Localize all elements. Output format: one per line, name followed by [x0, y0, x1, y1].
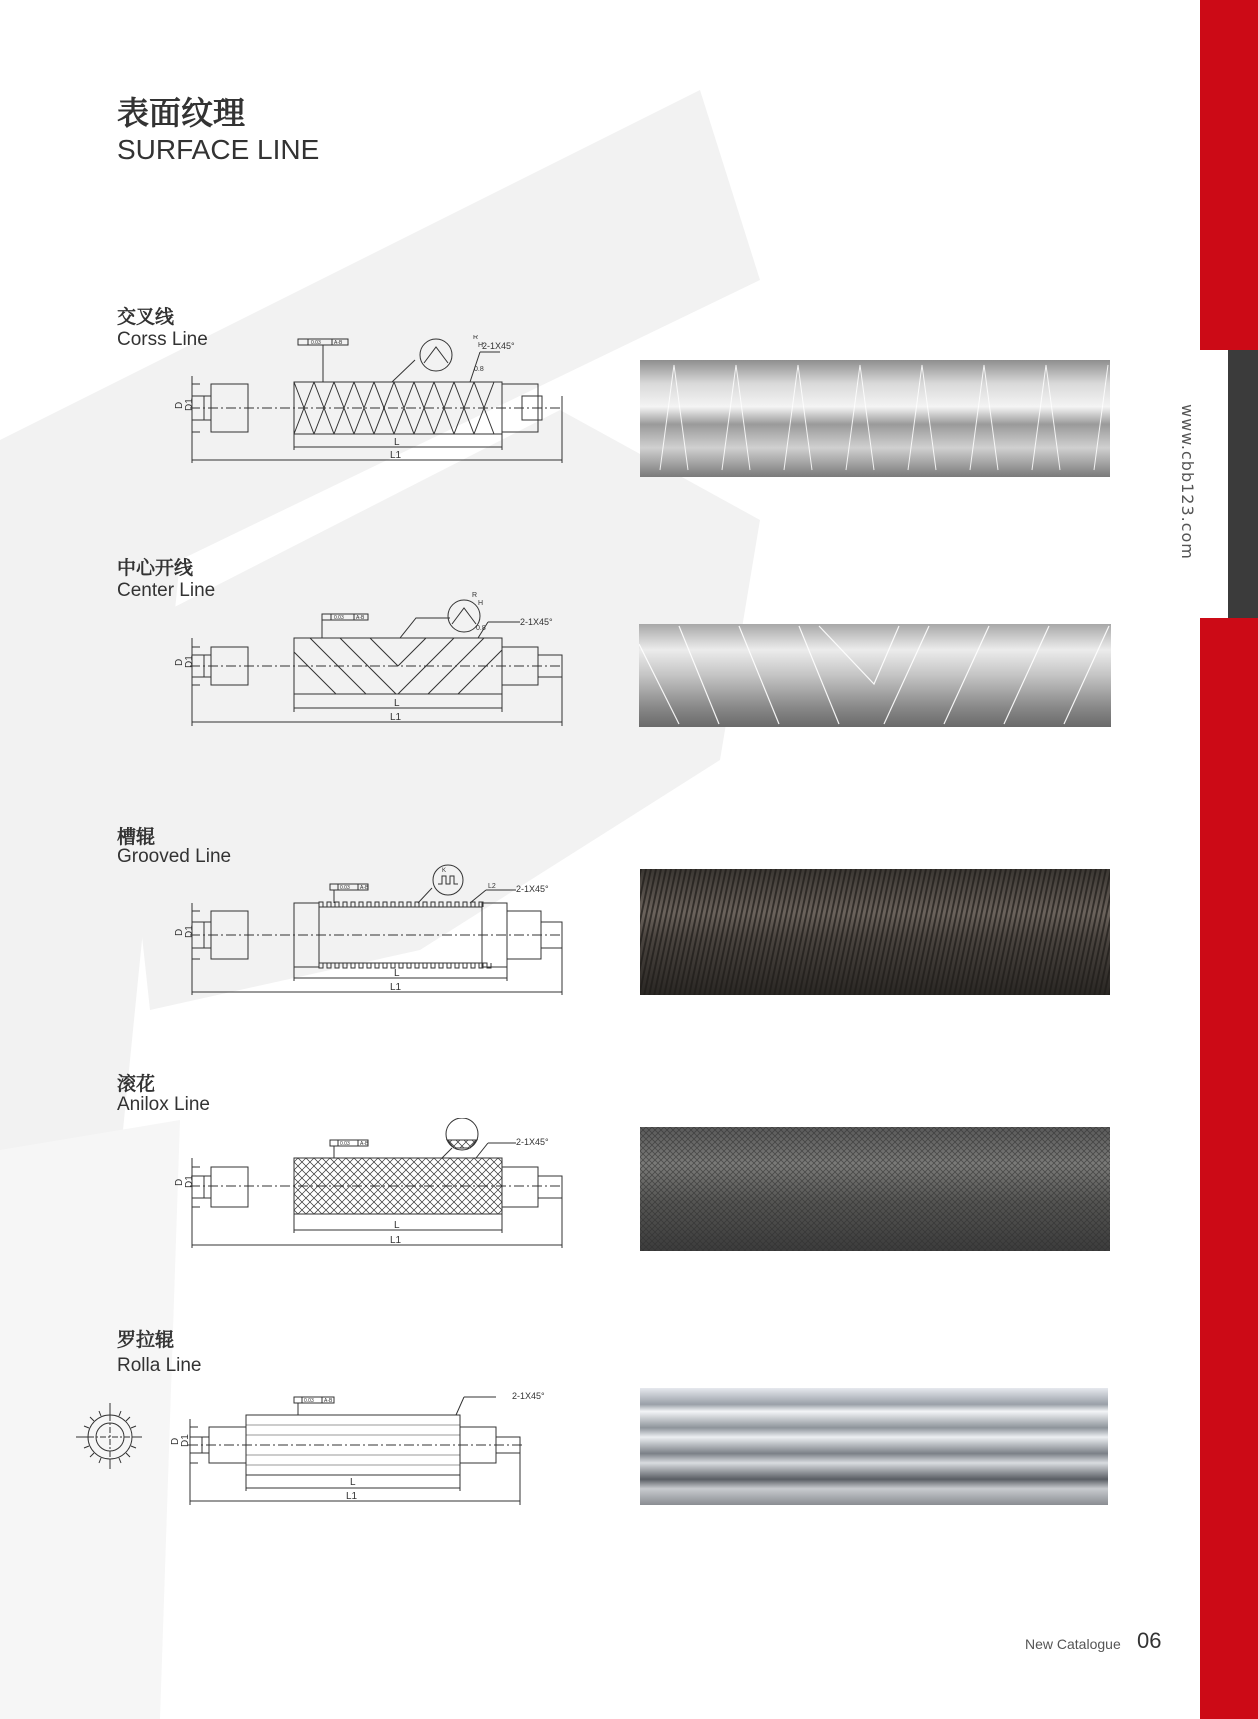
dim-d-label: D [174, 401, 185, 409]
dim-h-label: H [478, 342, 484, 349]
gear-section-icon [76, 1403, 144, 1471]
datum-label: A-B [334, 340, 343, 346]
dim-d-label: D [174, 658, 185, 666]
section-title-cn: 中心开线 [117, 557, 194, 579]
dim-d-label: D [174, 928, 185, 936]
tolerance-label: 0.03 [304, 1398, 314, 1404]
dim-l-label: L [394, 698, 400, 709]
section-title-cn: 罗拉辊 [117, 1329, 175, 1351]
chamfer-label: 2-1X45° [512, 1391, 545, 1401]
tolerance-label: 0.03 [340, 1141, 350, 1147]
dim-l-label: L [394, 968, 400, 979]
dim-l2-label: L2 [488, 883, 496, 890]
dim-d1-label: D1 [184, 398, 195, 411]
dim-k-label: K [442, 868, 447, 874]
sidebar-accent-top [1200, 0, 1258, 350]
tolerance-label: 0.03 [334, 615, 344, 621]
page-title-en: SURFACE LINE [117, 134, 320, 165]
section-title-en: Anilox Line [117, 1094, 210, 1115]
angle-label: 0.8 [476, 625, 486, 632]
dim-l-label: L [394, 437, 400, 448]
chamfer-label: 2-1X45° [516, 1137, 549, 1147]
page-number: 06 [1137, 1628, 1162, 1653]
anilox-line-drawing [170, 1118, 590, 1258]
dim-r-label: R [472, 592, 478, 599]
dim-l1-label: L1 [390, 982, 402, 993]
dim-l-label: L [350, 1477, 356, 1488]
grooved-line-drawing [170, 862, 590, 1002]
dim-d1-label: D1 [180, 1434, 191, 1447]
dim-d-label: D [174, 1178, 185, 1186]
dim-h-label: H [478, 600, 484, 607]
center-line-drawing [170, 590, 590, 730]
angle-label: 0.8 [474, 366, 484, 373]
cross-line-photo [640, 360, 1110, 477]
sidebar-accent-dark [1228, 350, 1258, 618]
footer-catalogue-label: New Catalogue [1025, 1636, 1121, 1652]
chamfer-label: 2-1X45° [516, 884, 549, 894]
rolla-line-photo [640, 1388, 1108, 1505]
chamfer-label: 2-1X45° [520, 617, 553, 627]
section-title-cn: 交叉线 [117, 306, 175, 328]
dim-d-label: D [170, 1437, 181, 1445]
tolerance-label: 0.03 [311, 340, 321, 346]
datum-label: A-B [324, 1398, 333, 1404]
rolla-line-drawing [72, 1385, 592, 1515]
grooved-line-photo [640, 869, 1110, 995]
website-url[interactable]: www.cbb123.com [1178, 404, 1197, 560]
tolerance-label: 0.03 [340, 885, 350, 891]
sidebar-accent-bottom [1200, 618, 1258, 1719]
dim-r-label: R [473, 335, 479, 341]
dim-l1-label: L1 [390, 1235, 402, 1246]
dim-d1-label: D1 [184, 655, 195, 668]
page-title-cn: 表面纹理 [117, 94, 246, 132]
dim-l1-label: L1 [390, 712, 402, 723]
section-title-en: Corss Line [117, 329, 208, 350]
anilox-line-photo [640, 1127, 1110, 1251]
dim-l-label: L [394, 1220, 400, 1231]
dim-l1-label: L1 [390, 450, 402, 461]
section-title-en: Rolla Line [117, 1355, 202, 1376]
dim-d1-label: D1 [184, 1175, 195, 1188]
center-line-photo [639, 624, 1111, 727]
section-title-en: Center Line [117, 580, 216, 601]
dim-l1-label: L1 [346, 1491, 358, 1502]
datum-label: A-B [360, 885, 369, 891]
datum-label: A-B [356, 615, 365, 621]
datum-label: A-B [360, 1141, 369, 1147]
section-title-cn: 槽辊 [117, 826, 156, 848]
section-title-cn: 滚花 [117, 1073, 156, 1095]
dim-d1-label: D1 [184, 925, 195, 938]
section-title-en: Grooved Line [117, 846, 232, 867]
cross-line-drawing [170, 335, 590, 475]
chamfer-label: 2-1X45° [482, 341, 515, 351]
